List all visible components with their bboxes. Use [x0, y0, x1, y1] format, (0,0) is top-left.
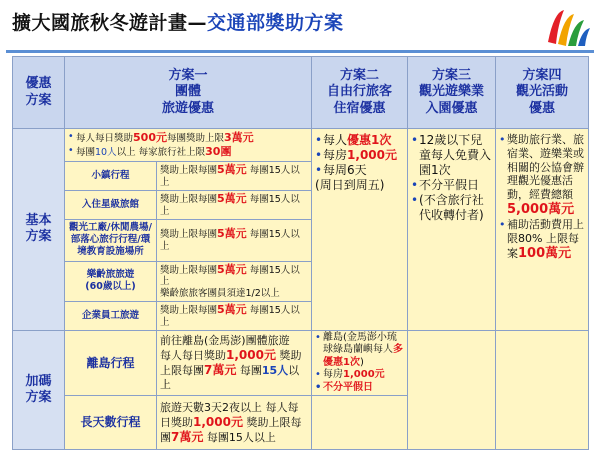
plan-table	[12, 56, 589, 450]
basic-row-name: 樂齡旅旅遊 (60歲以上)	[65, 261, 157, 302]
header-plan4: 方案四 觀光活動 優惠	[496, 57, 589, 129]
basic-row-name: 企業員工旅遊	[65, 302, 157, 331]
basic-row-detail: 獎助上限每團5萬元 每團15人以上 樂齡旅旅客團員須達1/2以上	[157, 261, 312, 302]
long-line3: 團7萬元 每團15人以上	[160, 429, 276, 444]
plan2-line2: • 每房1,000元	[315, 148, 404, 163]
extra-island-plan2	[312, 330, 408, 396]
basic-row-name: 小鎮行程	[65, 162, 157, 191]
island-line2: 每人每日獎助1,000元 獎助	[160, 348, 302, 363]
basic-row-detail: 獎助上限每團5萬元 每團15人以上	[157, 219, 312, 261]
plan2-basic	[312, 129, 408, 331]
plan1-general-line1: • 每人每日獎助500元每團獎助上限3萬元	[68, 131, 308, 145]
title-highlight: 交通部獎助方案	[207, 12, 344, 34]
title-main: 擴大國旅秋冬遊計畫—	[12, 12, 208, 34]
basic-label: 基本 方案	[13, 129, 65, 331]
header-plan1: 方案一 團體 旅遊優惠	[65, 57, 312, 129]
plan4-basic	[496, 129, 589, 331]
title-divider	[6, 50, 594, 53]
header-plan3: 方案三 觀光遊樂業 入園優惠	[408, 57, 496, 129]
island-line3: 上限每團7萬元 每團15人以上	[160, 363, 300, 392]
long-line1: 旅遊天數3天2夜以上 每人每	[160, 401, 299, 414]
page-title	[12, 8, 344, 35]
extra-plan3-empty	[408, 330, 496, 450]
plan3-basic	[408, 129, 496, 331]
plan2-line3: • 每周6天	[315, 163, 404, 178]
long-line2: 日獎助1,000元 獎助上限每	[160, 414, 302, 429]
plan3-line3: • (不含旅行社代收轉付者)	[411, 193, 492, 223]
extra-plan4-empty	[496, 330, 589, 450]
extra-island-name: 離島行程	[65, 330, 157, 396]
logo-icon	[544, 4, 592, 50]
island-plan2-line2: • 每房1,000元	[315, 369, 404, 382]
extra-long-plan2-empty	[312, 396, 408, 450]
extra-long-detail	[157, 396, 312, 450]
extra-label: 加碼 方案	[13, 330, 65, 450]
basic-row-detail: 獎助上限每團5萬元 每團15人以上	[157, 190, 312, 219]
plan2-line1: • 每人優惠1次	[315, 133, 404, 148]
basic-row-detail: 獎助上限每團5萬元 每團15人以上	[157, 162, 312, 191]
header-plan2: 方案二 自由行旅客 住宿優惠	[312, 57, 408, 129]
header-corner: 優惠 方案	[13, 57, 65, 129]
plan1-general	[65, 129, 312, 162]
plan4-line1: • 獎助旅行業、旅宿業、遊樂業或相關的公協會辦理觀光優惠活動，經費總額5,000萬元	[499, 133, 585, 218]
plan4-line2: • 補助活動費用上限80% 上限每案100萬元	[499, 218, 585, 262]
basic-row-name: 入住星級旅館	[65, 190, 157, 219]
plan3-line1: • 12歲以下兒童每人免費入園1次	[411, 133, 492, 178]
basic-row-name: 觀光工廠/休閒農場/ 部落心旅行行程/環 境教育設施場所	[65, 219, 157, 261]
plan1-general-line2: • 每團10人以上 每家旅行社上限30團	[68, 145, 308, 159]
island-plan2-line3: • 不分平假日	[315, 382, 404, 395]
plan2-note: (周日到周五)	[315, 178, 385, 192]
extra-island-detail	[157, 330, 312, 396]
island-line1: 前往離島(金馬澎)團體旅遊	[160, 334, 290, 348]
island-plan2-line1: • 離島(金馬澎小琉球綠島蘭嶼每人多優惠1次)	[315, 332, 404, 370]
basic-row-detail: 獎助上限每團5萬元 每團15人以上	[157, 302, 312, 331]
plan3-line2: • 不分平假日	[411, 178, 492, 193]
extra-long-name: 長天數行程	[65, 396, 157, 450]
